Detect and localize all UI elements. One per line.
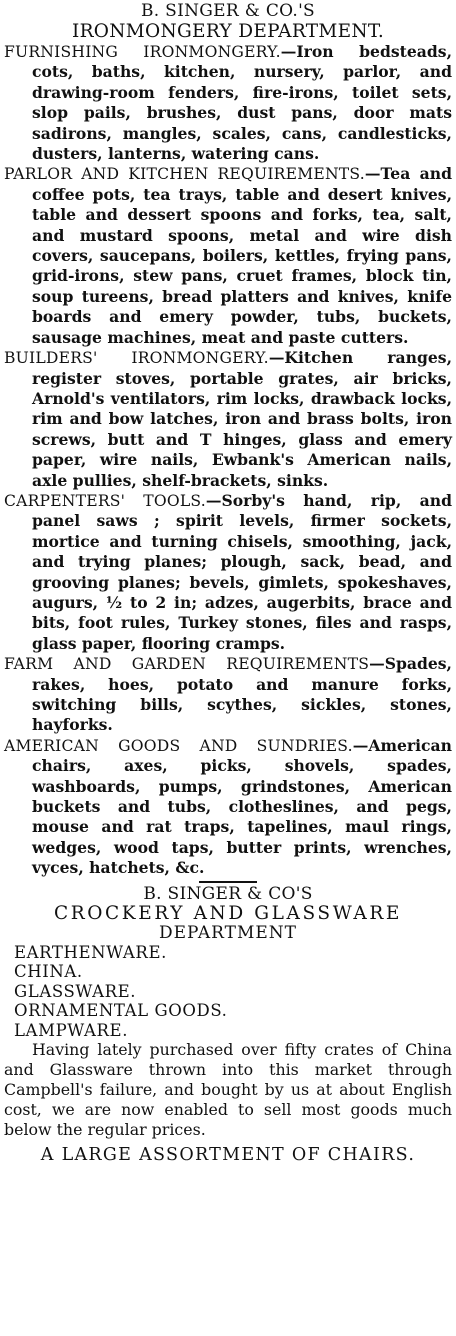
section-farm-garden: [4, 654, 452, 736]
section-body: —Iron bedsteads, cots, baths, kitchen, nursery, parlor, and drawing-room fenders, fire-irons, toilet sets, slop pails, brushes, dust pans, door mats sadirons, mangles, scales, cans, candlesticks, dusters, lanterns, watering cans.: [32, 42, 452, 164]
section-body: —Tea and coffee pots, tea trays, table and desert knives, table and dessert spoons and forks, tea, salt, and mustard spoons, metal and wire dish covers, saucepans, boilers, kettles, frying pans, grid-irons, stew pans, cruet frames, block tin, soup tureens, bread platters and knives, knife boards and emery powder, tubs, buckets, sausage machines, meat and paste cutters.: [32, 164, 452, 347]
section-heading: CARPENTERS' TOOLS.: [4, 491, 206, 510]
section-body: —Spades, rakes, hoes, potato and manure forks, switching bills, scythes, sickles, stones, hayforks.: [32, 654, 452, 735]
ironmongery-firm-name: B. SINGER & CO.'S: [140, 1, 316, 21]
section-builders: [4, 348, 452, 491]
crockery-department-title: CROCKERY AND GLASSWARE: [54, 902, 402, 924]
section-parlor-kitchen: [4, 164, 452, 348]
section-american-goods: [4, 736, 452, 879]
section-heading: PARLOR AND KITCHEN REQUIREMENTS.: [4, 165, 365, 184]
crockery-categories: [4, 943, 452, 1041]
crockery-department-subtitle: DEPARTMENT: [158, 922, 298, 943]
category-item: EARTHENWARE.: [14, 942, 167, 962]
category-item: GLASSWARE.: [14, 981, 137, 1001]
section-heading: AMERICAN GOODS AND SUNDRIES.: [4, 736, 353, 755]
section-heading: FURNISHING IRONMONGERY.: [4, 43, 281, 61]
divider-rule: [199, 881, 257, 883]
section-body: —Sorby's hand, rip, and panel saws ; spirit levels, firmer sockets, mortice and turning chisels, smoothing, jack, and trying planes; plough, sack, bead, and grooving planes; bevels, gimlets, spokeshaves, augurs, ½ to 2 in; adzes, augerbits, brace and bits, foot rules, Turkey stones, files and rasps, glass paper, flooring cramps.: [32, 490, 452, 653]
section-heading: FARM AND GARDEN REQUIREMENTS: [4, 655, 370, 674]
chairs-footer: A LARGE ASSORTMENT OF CHAIRS.: [40, 1145, 416, 1166]
category-item: CHINA.: [14, 962, 83, 982]
section-body: —American chairs, axes, picks, shovels, spades, washboards, pumps, grindstones, American buckets and tubs, clotheslines, and pegs, mouse and rat traps, tapelines, maul rings, wedges, wood taps, butter prints, wrenches, vyces, hatchets, &c.: [32, 735, 452, 878]
ironmongery-department-title: IRONMONGERY DEPARTMENT.: [71, 21, 385, 42]
crockery-paragraph: Having lately purchased over fifty crates of China and Glassware thrown into this market through Campbell's failure, and bought by us at about English cost, we are now enabled to sell most goods much below the regular prices.: [4, 1040, 452, 1140]
crockery-firm-name: B. SINGER & CO'S: [143, 883, 313, 904]
category-item: ORNAMENTAL GOODS.: [14, 1001, 228, 1021]
category-item: LAMPWARE.: [14, 1020, 129, 1040]
section-furnishing: [4, 42, 452, 164]
section-heading: BUILDERS' IRONMONGERY.: [4, 349, 269, 368]
section-body: —Kitchen ranges, register stoves, portable grates, air bricks, Arnold's ventilators, rim locks, drawback locks, rim and bow latches, iron and brass bolts, iron screws, butt and T hinges, glass and emery paper, wire nails, Ewbank's American nails, axle pullies, shelf-brackets, sinks.: [32, 348, 452, 490]
ironmongery-sections: [4, 42, 452, 879]
section-carpenters-tools: [4, 491, 452, 654]
